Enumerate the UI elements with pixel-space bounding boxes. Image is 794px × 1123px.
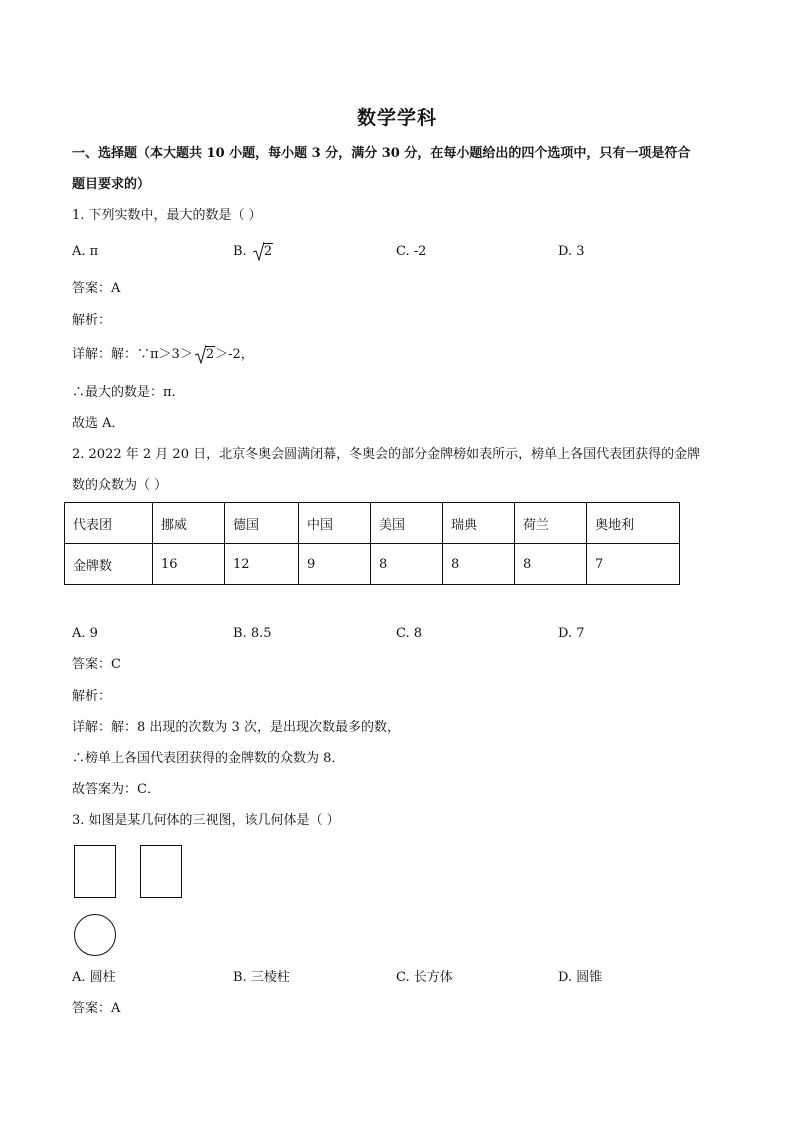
section-heading-line2: 题目要求的） [72, 177, 151, 192]
q3-stem: 3. 如图是某几何体的三视图，该几何体是（ ） [72, 813, 340, 828]
medal-table [64, 502, 680, 585]
table-cell: 德国 [225, 503, 299, 544]
q1-option-b-radicand: 2 [263, 244, 273, 259]
q1-stem: 1. 下列实数中，最大的数是（ ） [72, 208, 262, 223]
q3-option-b: B. 三棱柱 [233, 970, 290, 985]
q3-option-d: D. 圆锥 [558, 970, 603, 985]
q1-answer: 答案：A [72, 281, 121, 296]
page-title: 数学学科 [356, 107, 437, 129]
q2-stem-line1: 2. 2022 年 2 月 20 日，北京冬奥会圆满闭幕，冬奥会的部分金牌榜如表所示，榜单上各国代表团获得的金牌 [72, 447, 701, 462]
table-cell: 8 [515, 544, 587, 585]
table-row [65, 544, 680, 585]
front-view-rectangle [74, 845, 116, 898]
q2-conclusion: ∴榜单上各国代表团获得的金牌数的众数为 8． [72, 751, 345, 766]
q1-option-c: C. -2 [396, 244, 427, 259]
q2-answer: 答案：C [72, 657, 121, 672]
q2-option-c: C. 8 [396, 626, 423, 641]
table-cell: 8 [443, 544, 515, 585]
top-view-circle [74, 914, 116, 956]
table-cell: 8 [371, 544, 443, 585]
q2-analysis-label: 解析： [72, 689, 112, 704]
q3-option-a: A. 圆柱 [72, 970, 116, 985]
q1-option-b [233, 243, 273, 261]
q1-detail-prefix: 详解：解：∵π＞3＞ [72, 347, 193, 362]
radical-sign-icon [195, 344, 206, 364]
q1-detail-suffix: ＞-2， [215, 347, 254, 362]
q2-option-a: A. 9 [72, 626, 98, 641]
q1-option-a: A. π [72, 244, 99, 259]
q2-detail: 详解：解：8 出现的次数为 3 次，是出现次数最多的数， [72, 720, 400, 735]
side-view-rectangle [140, 845, 182, 898]
q3-option-c: C. 长方体 [396, 970, 453, 985]
q1-option-d: D. 3 [558, 244, 585, 259]
q3-answer: 答案：A [72, 1001, 121, 1016]
q1-detail [72, 346, 254, 364]
table-cell: 中国 [299, 503, 371, 544]
table-header-row [65, 503, 680, 544]
table-cell: 金牌数 [65, 544, 153, 585]
radical-sign-icon [253, 241, 264, 261]
q1-option-b-label: B. [233, 244, 251, 259]
table-cell: 挪威 [153, 503, 225, 544]
table-cell: 美国 [371, 503, 443, 544]
q1-analysis-label: 解析： [72, 313, 112, 328]
table-cell: 代表团 [65, 503, 153, 544]
table-cell: 12 [225, 544, 299, 585]
table-cell: 7 [587, 544, 680, 585]
q2-stem-line2: 数的众数为（ ） [72, 478, 168, 493]
sqrt-symbol [195, 346, 215, 364]
table-cell: 9 [299, 544, 371, 585]
table-cell: 奥地利 [587, 503, 680, 544]
q2-option-d: D. 7 [558, 626, 585, 641]
q1-detail-radicand: 2 [205, 347, 215, 362]
sqrt-symbol [253, 243, 273, 261]
table-cell: 16 [153, 544, 225, 585]
q1-choose: 故选 A． [72, 416, 125, 431]
section-heading-line1: 一、选择题（本大题共 10 小题，每小题 3 分，满分 30 分，在每小题给出的四个选项中，只有一项是符合 [72, 146, 691, 161]
table-cell: 荷兰 [515, 503, 587, 544]
q1-conclusion: ∴最大的数是：π. [72, 385, 176, 400]
q2-option-b: B. 8.5 [233, 626, 272, 641]
q2-choose: 故答案为：C． [72, 782, 160, 797]
table-cell: 瑞典 [443, 503, 515, 544]
